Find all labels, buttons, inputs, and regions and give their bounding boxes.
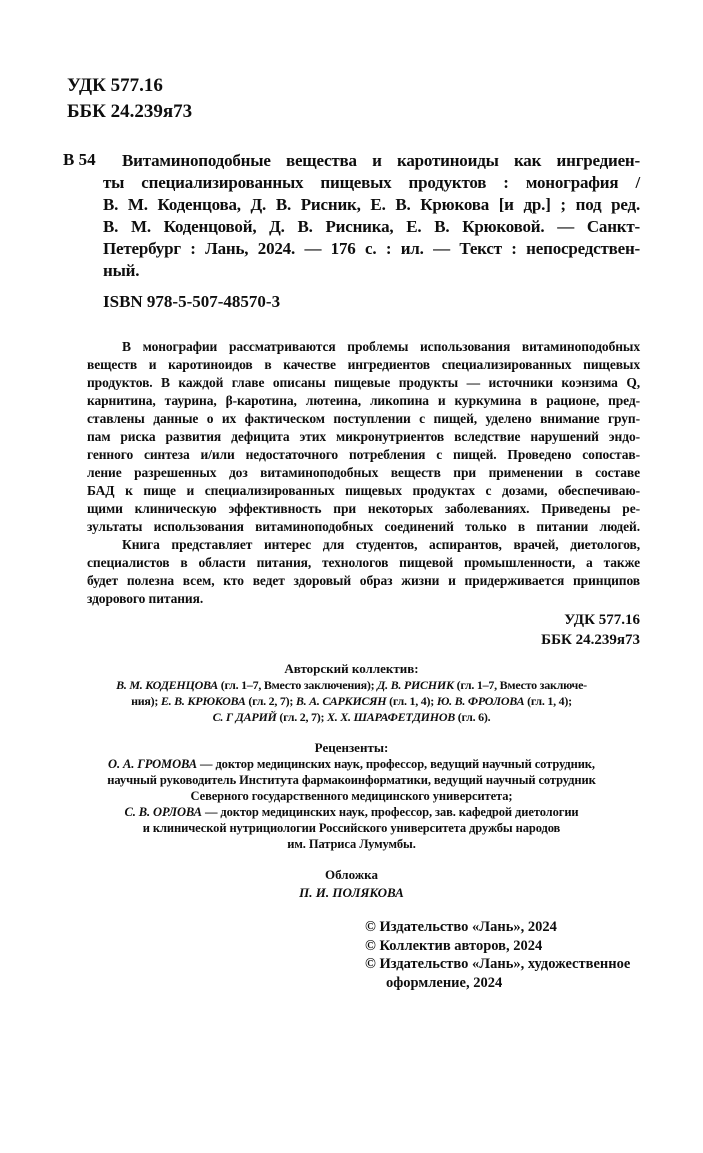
- authors-heading: Авторский коллектив:: [284, 661, 419, 676]
- cover-designer-name: П. И. ПОЛЯКОВА: [299, 885, 404, 900]
- annotation-paragraph-1: [87, 338, 640, 536]
- biblio-line: ты специализированных пищевых продуктов : монография /: [103, 173, 640, 192]
- author-name: В. А. САРКИСЯН: [295, 694, 390, 708]
- author-note: (гл. 6).: [457, 710, 491, 724]
- author-sign: В 54: [63, 150, 96, 169]
- author-name: С. Г ДАРИЙ: [212, 710, 280, 724]
- udc-code: УДК 577.16: [564, 612, 640, 628]
- author-note: ния);: [131, 694, 161, 708]
- imprint-page: [0, 73, 703, 1153]
- annotation-line: будет полезна всем, кто ведет здоровый образ жизни и придерживается принципов: [87, 573, 640, 588]
- annotation-paragraph-2: [87, 536, 640, 608]
- reviewer-line: научный руководитель Института фармакоинформатики, ведущий научный сотрудник: [107, 773, 596, 787]
- annotation-line: специалистов в области питания, технологов пищевой промышленности, а также: [87, 555, 640, 570]
- reviewer-line: им. Патриса Лумумбы.: [287, 837, 416, 851]
- annotation-line: В монографии рассматриваются проблемы использования витаминоподобных: [122, 339, 640, 354]
- annotation-line: Книга представляет интерес для студентов, аспирантов, врачей, диетологов,: [122, 537, 640, 552]
- bbk-code: ББК 24.239я73: [67, 101, 193, 122]
- biblio-line: В. М. Коденцовой, Д. В. Рисника, Е. В. Крюковой. — Санкт-: [103, 217, 640, 236]
- authors-line: [63, 709, 640, 725]
- author-name: Ю. В. ФРОЛОВА: [436, 694, 528, 708]
- annotation-line: ление разрешенных доз витаминоподобных веществ при применении в составе: [87, 465, 640, 480]
- classification-codes-bottom: [0, 610, 640, 650]
- author-name: Е. В. КРЮКОВА: [160, 694, 249, 708]
- reviewer-line: [63, 756, 640, 772]
- annotation-line: ставлены данные о их фактическом поступлении с пищей, уделено внимание груп-: [87, 411, 640, 426]
- author-note: (гл. 2, 7);: [248, 694, 296, 708]
- reviewer-title: — доктор медицинских наук, профессор, ведущий научный сотрудник,: [197, 757, 595, 771]
- authors-list: [63, 677, 640, 725]
- bibliographic-description: [103, 150, 640, 282]
- isbn: ISBN 978-5-507-48570-3: [103, 292, 281, 311]
- reviewer-name: С. В. ОРЛОВА: [124, 805, 202, 819]
- annotation-line: продуктов. В каждой главе описаны пищевые продукты — источники коэнзима Q,: [87, 375, 640, 390]
- biblio-line: ный.: [103, 261, 140, 280]
- reviewer-title: — доктор медицинских наук, профессор, зав. кафедрой диетологии: [201, 805, 579, 819]
- annotation-line: здорового питания.: [87, 591, 204, 606]
- author-name: В. М. КОДЕНЦОВА: [116, 678, 221, 692]
- biblio-line: Петербург : Лань, 2024. — 176 с. : ил. — Текст : непосредствен-: [103, 239, 640, 258]
- biblio-line: В. М. Коденцова, Д. В. Рисник, Е. В. Крюкова [и др.] ; под ред.: [103, 195, 640, 214]
- author-note: (гл. 1, 4);: [527, 694, 572, 708]
- author-note: (гл. 1, 4);: [389, 694, 437, 708]
- author-name: Д. В. РИСНИК: [377, 678, 457, 692]
- copyright-line: © Коллектив авторов, 2024: [365, 937, 543, 954]
- annotation-line: зультаты использования витаминоподобных соединений только в питании людей.: [87, 519, 640, 534]
- copyright-block: [365, 918, 663, 992]
- annotation-line: карнитина, таурина, β-каротина, лютеина, ликопина и куркумина в рационе, пред-: [87, 393, 640, 408]
- author-note: (гл. 2, 7);: [279, 710, 327, 724]
- reviewer-name: О. А. ГРОМОВА: [108, 757, 197, 771]
- bibliographic-entry: [63, 150, 640, 282]
- annotation-line: щими клиническую эффективность при некоторых заболеваниях. Приведены ре-: [87, 501, 640, 516]
- cover-heading: Обложка: [325, 867, 378, 882]
- udc-code: УДК 577.16: [67, 75, 163, 96]
- biblio-line: Витаминоподобные вещества и каротиноиды как ингредиен-: [122, 151, 640, 170]
- reviewer-line: Северного государственного медицинского университета;: [190, 789, 513, 803]
- reviewers-list: [63, 756, 640, 852]
- author-note: (гл. 1–7, Вместо заключения);: [220, 678, 378, 692]
- annotation-line: пам риска развития дефицита этих микронутриентов вследствие нарушений эндо-: [87, 429, 640, 444]
- annotation-line: генного синтеза и/или недостаточного потребления с пищей. Проведено сопостав-: [87, 447, 640, 462]
- authors-line: [63, 693, 640, 709]
- author-name: Х. Х. ШАРАФЕТДИНОВ: [326, 710, 458, 724]
- annotation: [87, 338, 640, 608]
- reviewers-heading: Рецензенты:: [314, 740, 389, 755]
- bbk-code: ББК 24.239я73: [541, 632, 640, 648]
- annotation-line: БАД к пище и специализированных пищевых продуктах с дозами, обеспечиваю-: [87, 483, 640, 498]
- reviewer-line: и клинической нутрициологии Российского университета дружбы народов: [142, 821, 561, 835]
- reviewer-line: [63, 804, 640, 820]
- copyright-line: © Издательство «Лань», 2024: [365, 919, 557, 935]
- annotation-line: веществ и каротиноидов в качестве ингредиентов специализированных пищевых: [87, 357, 640, 372]
- author-note: (гл. 1–7, Вместо заключе-: [456, 678, 587, 692]
- classification-codes-top: [67, 73, 640, 125]
- authors-line: [63, 677, 640, 693]
- copyright-line: © Издательство «Лань», художественное оформление, 2024: [365, 956, 631, 991]
